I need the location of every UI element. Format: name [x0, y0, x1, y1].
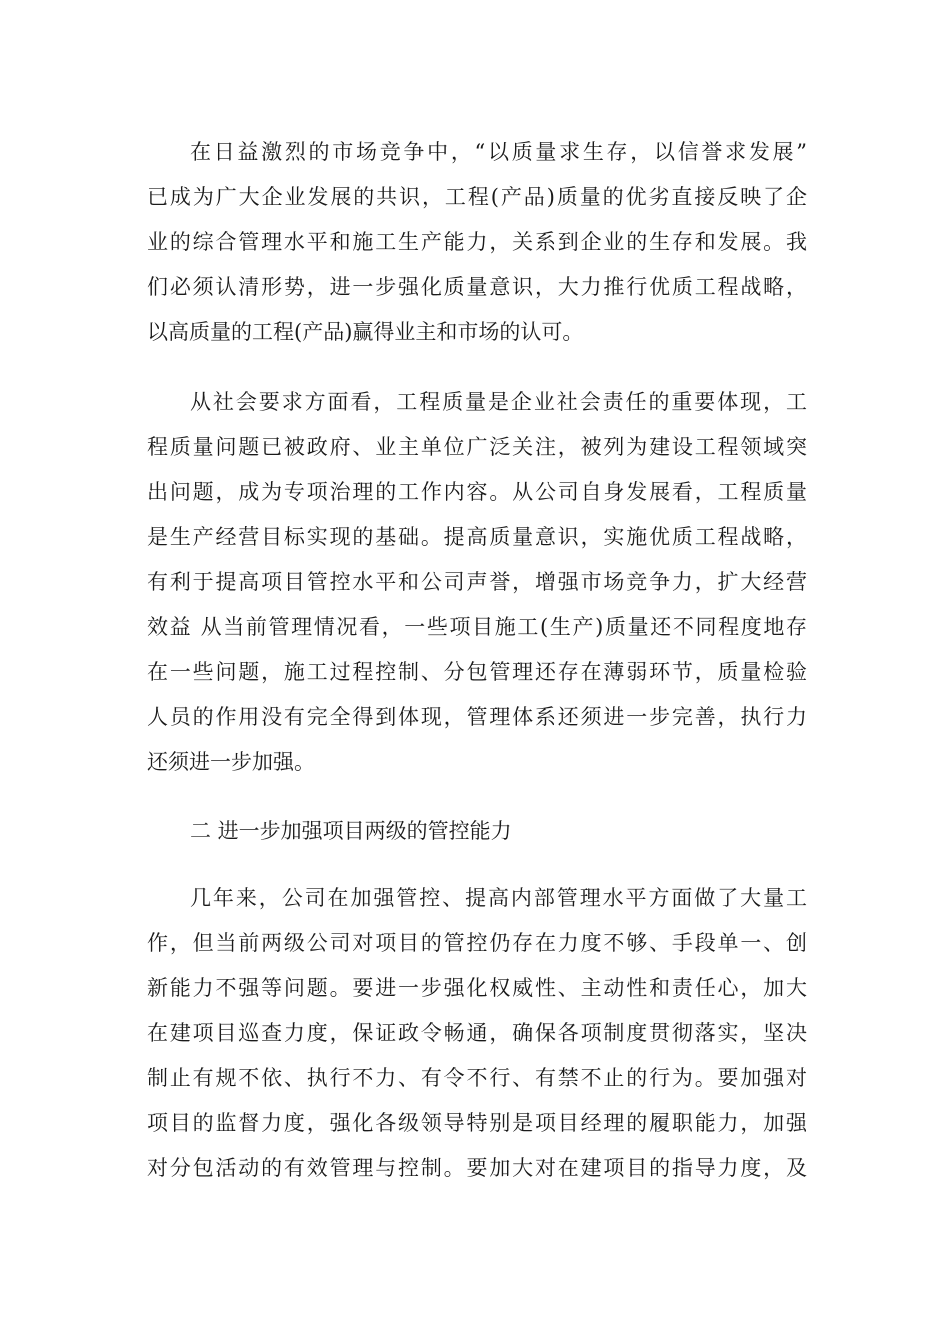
paragraph-1-line-2: 已成为广大企业发展的共识，工程(产品)质量的优劣直接反映了企 [147, 185, 807, 209]
paragraph-1-line-3: 业的综合管理水平和施工生产能力，关系到企业的生存和发展。我 [147, 230, 807, 254]
paragraph-2-line-7: 在一些问题，施工过程控制、分包管理还存在薄弱环节，质量检验 [147, 660, 807, 684]
paragraph-2-line-4: 是生产经营目标实现的基础。提高质量意识，实施优质工程战略， [147, 525, 807, 549]
paragraph-2-line-3: 出问题，成为专项治理的工作内容。从公司自身发展看，工程质量 [147, 480, 807, 504]
section-heading: 二 进一步加强项目两级的管控能力 [190, 819, 512, 843]
paragraph-2-line-6: 效益 从当前管理情况看，一些项目施工(生产)质量还不同程度地存 [147, 615, 807, 639]
paragraph-3-line-4: 在建项目巡查力度，保证政令畅通，确保各项制度贯彻落实，坚决 [147, 1021, 807, 1045]
paragraph-2-line-8: 人员的作用没有完全得到体现，管理体系还须进一步完善，执行力 [147, 705, 807, 729]
paragraph-3-line-5: 制止有规不依、执行不力、有令不行、有禁不止的行为。要加强对 [147, 1066, 807, 1090]
paragraph-1-line-1: 在日益激烈的市场竞争中，“以质量求生存，以信誉求发展” [190, 140, 807, 164]
paragraph-3-line-3: 新能力不强等问题。要进一步强化权威性、主动性和责任心，加大 [147, 976, 807, 1000]
paragraph-2-line-5: 有利于提高项目管控水平和公司声誉，增强市场竞争力，扩大经营 [147, 570, 807, 594]
paragraph-3-line-2: 作，但当前两级公司对项目的管控仍存在力度不够、手段单一、创 [147, 931, 807, 955]
paragraph-3-line-7: 对分包活动的有效管理与控制。要加大对在建项目的指导力度，及 [147, 1156, 807, 1180]
paragraph-1-line-4: 们必须认清形势，进一步强化质量意识，大力推行优质工程战略， [147, 275, 807, 299]
paragraph-3-line-1: 几年来，公司在加强管控、提高内部管理水平方面做了大量工 [190, 886, 807, 910]
paragraph-2-line-1: 从社会要求方面看，工程质量是企业社会责任的重要体现，工 [190, 390, 807, 414]
paragraph-2-line-2: 程质量问题已被政府、业主单位广泛关注，被列为建设工程领域突 [147, 435, 807, 459]
paragraph-2-line-9: 还须进一步加强。 [147, 750, 315, 774]
paragraph-3-line-6: 项目的监督力度，强化各级领导特别是项目经理的履职能力，加强 [147, 1111, 807, 1135]
paragraph-1-line-5: 以高质量的工程(产品)赢得业主和市场的认可。 [147, 320, 584, 344]
